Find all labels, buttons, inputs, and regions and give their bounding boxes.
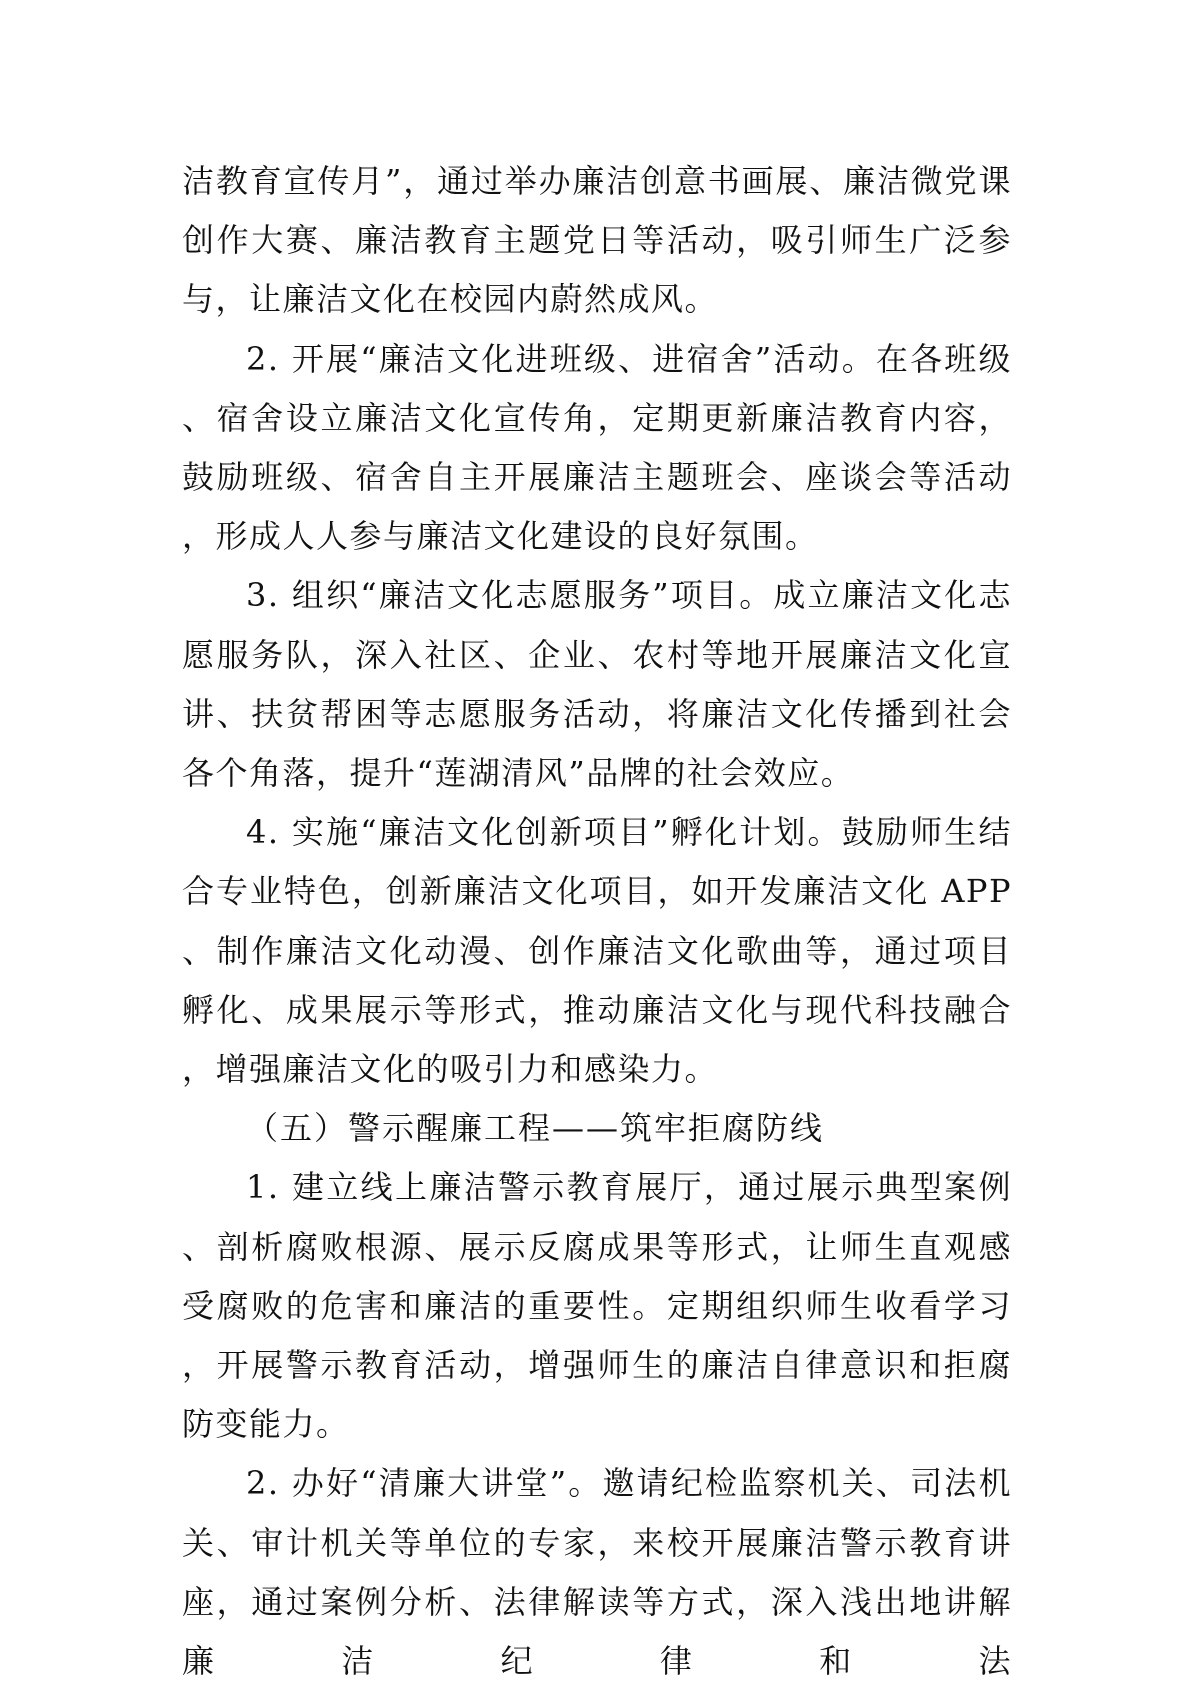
paragraph-item-3-volunteer: 3. 组织“廉洁文化志愿服务”项目。成立廉洁文化志愿服务队，深入社区、企业、农村等地开展廉洁文化宣讲、扶贫帮困等志愿服务活动，将廉洁文化传播到社会各个角落，提升“莲湖清风”品牌的社会效应。	[182, 576, 1012, 793]
paragraph-continuation: 洁教育宣传月”，通过举办廉洁创意书画展、廉洁微党课创作大赛、廉洁教育主题党日等活动，吸引师生广泛参与，让廉洁文化在校园内蔚然成风。	[182, 162, 1012, 319]
document-body	[182, 152, 1012, 1691]
paragraph-item-1-online-hall: 1. 建立线上廉洁警示教育展厅，通过展示典型案例、剖析腐败根源、展示反腐成果等形式，让师生直观感受腐败的危害和廉洁的重要性。定期组织师生收看学习，开展警示教育活动，增强师生的廉洁自律意识和拒腐防变能力。	[182, 1168, 1012, 1444]
paragraph-item-4-innovation: 4. 实施“廉洁文化创新项目”孵化计划。鼓励师生结合专业特色，创新廉洁文化项目，如开发廉洁文化 APP、制作廉洁文化动漫、创作廉洁文化歌曲等，通过项目孵化、成果展示等形式，推动廉洁文化与现代科技融合，增强廉洁文化的吸引力和感染力。	[182, 813, 1012, 1089]
paragraph-item-2-class-dorm: 2. 开展“廉洁文化进班级、进宿舍”活动。在各班级、宿舍设立廉洁文化宣传角，定期更新廉洁教育内容，鼓励班级、宿舍自主开展廉洁主题班会、座谈会等活动，形成人人参与廉洁文化建设的良好氛围。	[182, 339, 1012, 556]
paragraph-item-2-lecture: 2. 办好“清廉大讲堂”。邀请纪检监察机关、司法机关、审计机关等单位的专家，来校开展廉洁警示教育讲座，通过案例分析、法律解读等方式，深入浅出地讲解廉洁纪律和法	[182, 1464, 1012, 1681]
section-heading-five: （五）警示醒廉工程——筑牢拒腐防线	[246, 1109, 825, 1148]
